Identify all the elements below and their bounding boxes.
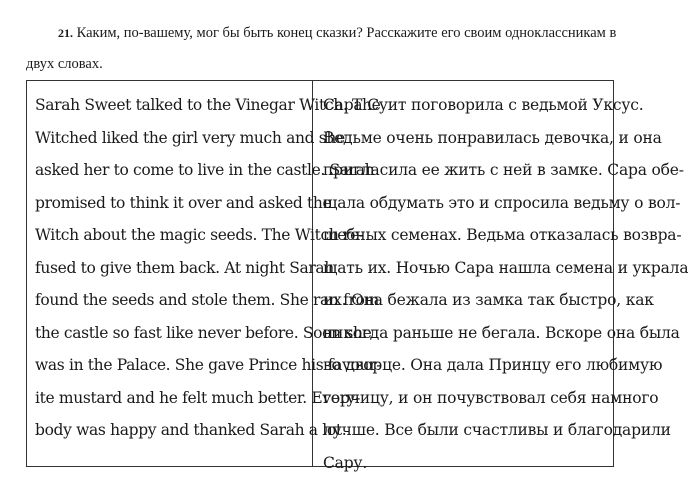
english-line: the castle so fast like never before. Soon she (35, 323, 372, 342)
russian-line: щать их. Ночью Сара нашла семена и украла (323, 258, 688, 277)
russian-line: во дворце. Она дала Принцу его любимую (323, 356, 663, 374)
english-line: body was happy and thanked Sarah a lot. (35, 421, 347, 439)
russian-line: их. Она бежала из замка так быстро, как (323, 291, 654, 309)
english-line: ite mustard and he felt much better. Every- (35, 388, 360, 407)
task-line-1 (0, 18, 615, 49)
english-line: asked her to come to live in the castle. Sarah (35, 161, 375, 179)
russian-line: пригласила ее жить с ней в замке. Сара обе- (323, 161, 684, 179)
russian-line: горчицу, и он почувствовал себя намного (323, 388, 659, 407)
english-line: fused to give them back. At night Sarah (35, 258, 334, 277)
english-line: was in the Palace. She gave Prince his favour- (35, 356, 382, 374)
translation-table (26, 80, 688, 472)
task-text-line-2: двух словах. (26, 56, 103, 72)
english-line: Witch about the magic seeds. The Witch re- (35, 226, 364, 244)
russian-column (313, 81, 688, 472)
russian-line: Ведьме очень понравилась девочка, и она (323, 128, 662, 147)
russian-line: шебных семенах. Ведьма отказалась возвра- (323, 226, 682, 244)
english-line: Witched liked the girl very much and she (35, 128, 345, 147)
russian-line: Сару. (323, 453, 368, 472)
english-line: Sarah Sweet talked to the Vinegar Witch. The (35, 96, 381, 114)
russian-line: никогда раньше не бегала. Вскоре она была (323, 323, 680, 342)
english-line: found the seeds and stole them. She ran from (35, 291, 379, 309)
english-line: promised to think it over and asked the (35, 193, 332, 212)
task-instruction (0, 18, 615, 80)
russian-line: щала обдумать это и спросила ведьму о вол- (323, 193, 681, 212)
russian-line: лучше. Все были счастливы и благодарили (323, 421, 671, 439)
task-text-line-1: Каким, по-вашему, мог бы быть конец сказки? Расскажите его своим одноклассникам в (76, 25, 617, 41)
task-number: 21. (58, 26, 73, 40)
russian-line: Сара Суит поговорила с ведьмой Уксус. (323, 96, 644, 114)
